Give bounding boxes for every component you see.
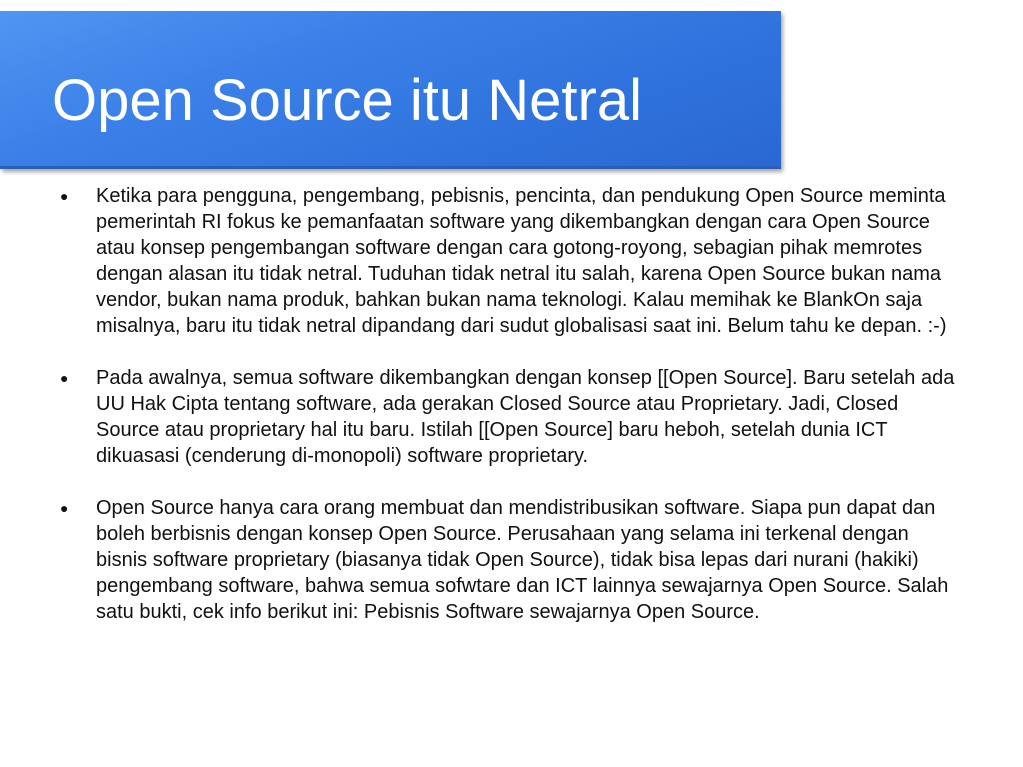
- bullet-dot-icon: ●: [60, 188, 69, 204]
- bullet-text: Pada awalnya, semua software dikembangkan dengan konsep [[Open Source]. Baru setelah ada UU Hak Cipta tentang software, ada gerakan Closed Source atau Proprietary. Jadi, Closed Source atau proprietary hal itu baru. Istilah [[Open Source] baru heboh, setelah dunia ICT dikuasasi (cenderung di-monopoli) software proprietary.: [96, 367, 955, 467]
- title-banner: [0, 11, 781, 169]
- bullet-dot-icon: ●: [60, 370, 69, 386]
- bullet-item: [60, 183, 960, 339]
- bullet-text: Ketika para pengguna, pengembang, pebisnis, pencinta, dan pendukung Open Source meminta pemerintah RI fokus ke pemanfaatan software yang dikembangkan dengan cara Open Source atau konsep pengembangan software dengan cara gotong-royong, sebagian pihak memrotes dengan alasan itu tidak netral. Tuduhan tidak netral itu salah, karena Open Source bukan nama vendor, bukan nama produk, bahkan bukan nama teknologi. Kalau memihak ke BlankOn saja misalnya, baru itu tidak netral dipandang dari sudut globalisasi saat ini. Belum tahu ke depan. :-): [96, 185, 947, 337]
- bullet-list: [60, 183, 960, 651]
- bullet-item: [60, 365, 960, 469]
- bullet-text: Open Source hanya cara orang membuat dan mendistribusikan software. Siapa pun dapat dan boleh berbisnis dengan konsep Open Source. Perusahaan yang selama ini terkenal dengan bisnis software proprietary (biasanya tidak Open Source), tidak bisa lepas dari nurani (hakiki) pengembang software, bahwa semua sofwtare dan ICT lainnya sewajarnya Open Source. Salah satu bukti, cek info berikut ini: Pebisnis Software sewajarnya Open Source.: [96, 497, 949, 623]
- bullet-item: [60, 495, 960, 625]
- slide-title: Open Source itu Netral: [52, 68, 642, 133]
- bullet-dot-icon: ●: [60, 500, 69, 516]
